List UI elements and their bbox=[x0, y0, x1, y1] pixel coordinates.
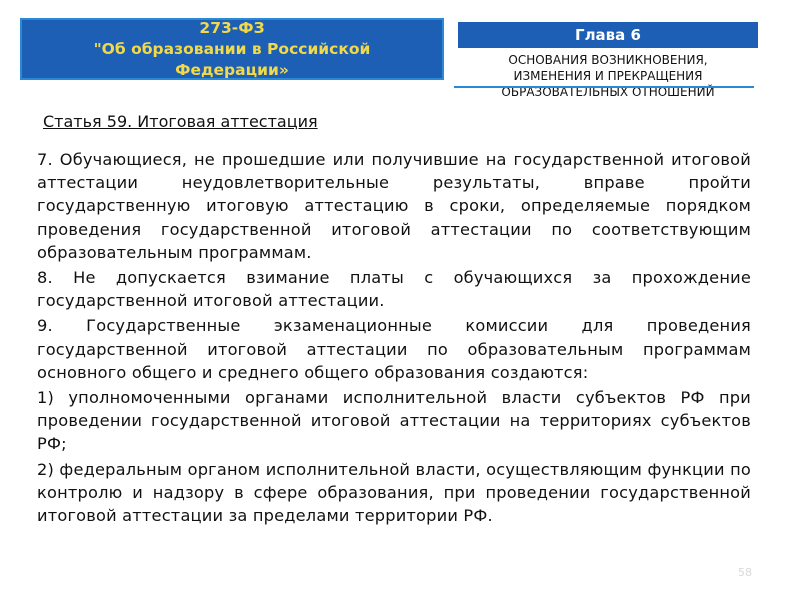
paragraph-9-item-1: 1) уполномоченными органами исполнительной власти субъектов РФ при проведении государственной итоговой аттестации на территориях субъектов РФ; bbox=[37, 388, 751, 454]
law-name-line-1: "Об образовании в Российской bbox=[93, 39, 371, 58]
chapter-subtitle-line-3: ОБРАЗОВАТЕЛЬНЫХ ОТНОШЕНИЙ bbox=[501, 85, 715, 99]
chapter-divider bbox=[454, 86, 754, 88]
law-title-box bbox=[20, 18, 444, 80]
article-body bbox=[37, 148, 751, 529]
paragraph-8: 8. Не допускается взимание платы с обучающихся за прохождение государственной итоговой аттестации. bbox=[37, 268, 751, 311]
page-number: 58 bbox=[738, 566, 752, 579]
chapter-subtitle bbox=[458, 52, 758, 100]
chapter-subtitle-line-1: ОСНОВАНИЯ ВОЗНИКНОВЕНИЯ, bbox=[508, 53, 708, 67]
paragraph-7: 7. Обучающиеся, не прошедшие или получившие на государственной итоговой аттестации неудовлетворительные результаты, вправе пройти государственную итоговую аттестацию в сроки, определяемые порядком проведения государственной итоговой аттестации по соответствующим образовательным программам. bbox=[37, 150, 751, 262]
article-title: Статья 59. Итоговая аттестация bbox=[43, 112, 318, 131]
chapter-title: Глава 6 bbox=[458, 22, 758, 48]
law-number: 273-ФЗ bbox=[199, 18, 265, 37]
paragraph-9-item-2: 2) федеральным органом исполнительной власти, осуществляющим функции по контролю и надзору в сфере образования, при проведении государственной итоговой аттестации за пределами территории РФ. bbox=[37, 459, 751, 526]
paragraph-9: 9. Государственные экзаменационные комиссии для проведения государственной итоговой аттестации по образовательным программам основного общего и среднего общего образования создаются: bbox=[37, 316, 751, 382]
law-name-line-2: Федерации» bbox=[175, 60, 289, 79]
chapter-subtitle-line-2: ИЗМЕНЕНИЯ И ПРЕКРАЩЕНИЯ bbox=[513, 69, 703, 83]
